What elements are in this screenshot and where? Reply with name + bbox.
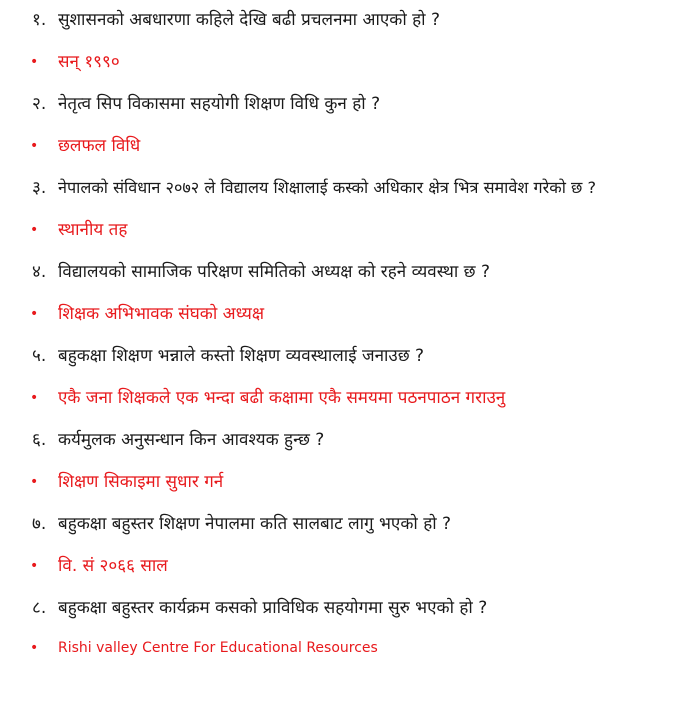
question-number: २. <box>32 94 47 114</box>
bullet-icon: • <box>30 390 39 406</box>
bullet-icon: • <box>30 306 39 322</box>
question-row <box>0 174 697 202</box>
question-row <box>0 342 697 370</box>
answer-text: शिक्षक अभिभावक संघको अध्यक्ष <box>58 304 265 324</box>
answer-text: सन् १९९० <box>58 52 120 72</box>
answer-text: Rishi valley Centre For Educational Resources <box>58 640 378 656</box>
question-text: बहुकक्षा शिक्षण भन्नाले कस्तो शिक्षण व्यवस्थालाई जनाउछ ? <box>58 346 425 366</box>
question-number: ६. <box>32 430 47 450</box>
question-text: बहुकक्षा बहुस्तर शिक्षण नेपालमा कति सालबाट लागु भएको हो ? <box>58 514 452 534</box>
bullet-icon: • <box>30 640 39 656</box>
question-number: ५. <box>32 346 47 366</box>
answer-row <box>0 48 697 76</box>
answer-row <box>0 216 697 244</box>
answer-text: एकै जना शिक्षकले एक भन्दा बढी कक्षामा एकै समयमा पठनपाठन गराउनु <box>58 388 506 408</box>
question-number: ८. <box>32 598 47 618</box>
answer-row <box>0 132 697 160</box>
answer-text: छलफल विधि <box>58 136 141 156</box>
question-text: कर्यमुलक अनुसन्धान किन आवश्यक हुन्छ ? <box>58 430 325 450</box>
question-text: सुशासनको अबधारणा कहिले देखि बढी प्रचलनमा आएको हो ? <box>58 10 440 30</box>
question-text: नेपालको संविधान २०७२ ले विद्यालय शिक्षालाई कस्को अधिकार क्षेत्र भित्र समावेश गरेको छ ? <box>58 178 597 197</box>
question-row <box>0 90 697 118</box>
answer-row <box>0 384 697 412</box>
question-row <box>0 426 697 454</box>
question-number: ४. <box>32 262 47 282</box>
answer-row <box>0 468 697 496</box>
question-text: बहुकक्षा बहुस्तर कार्यक्रम कसको प्राविधिक सहयोगमा सुरु भएको हो ? <box>58 598 488 618</box>
bullet-icon: • <box>30 222 39 238</box>
bullet-icon: • <box>30 558 39 574</box>
question-row <box>0 594 697 622</box>
answer-row <box>0 552 697 580</box>
answer-row <box>0 300 697 328</box>
question-number: ७. <box>32 514 47 534</box>
question-row <box>0 510 697 538</box>
bullet-icon: • <box>30 138 39 154</box>
answer-text: वि. सं २०६६ साल <box>58 556 168 576</box>
answer-row <box>0 634 697 662</box>
bullet-icon: • <box>30 474 39 490</box>
question-number: ३. <box>32 178 47 198</box>
question-row <box>0 258 697 286</box>
answer-text: स्थानीय तह <box>58 220 128 240</box>
question-number: १. <box>32 10 47 30</box>
question-text: विद्यालयको सामाजिक परिक्षण समितिको अध्यक्ष को रहने व्यवस्था छ ? <box>58 262 490 282</box>
answer-text: शिक्षण सिकाइमा सुधार गर्न <box>58 472 224 492</box>
bullet-icon: • <box>30 54 39 70</box>
question-text: नेतृत्व सिप विकासमा सहयोगी शिक्षण विधि कुन हो ? <box>58 94 381 114</box>
question-row <box>0 6 697 34</box>
